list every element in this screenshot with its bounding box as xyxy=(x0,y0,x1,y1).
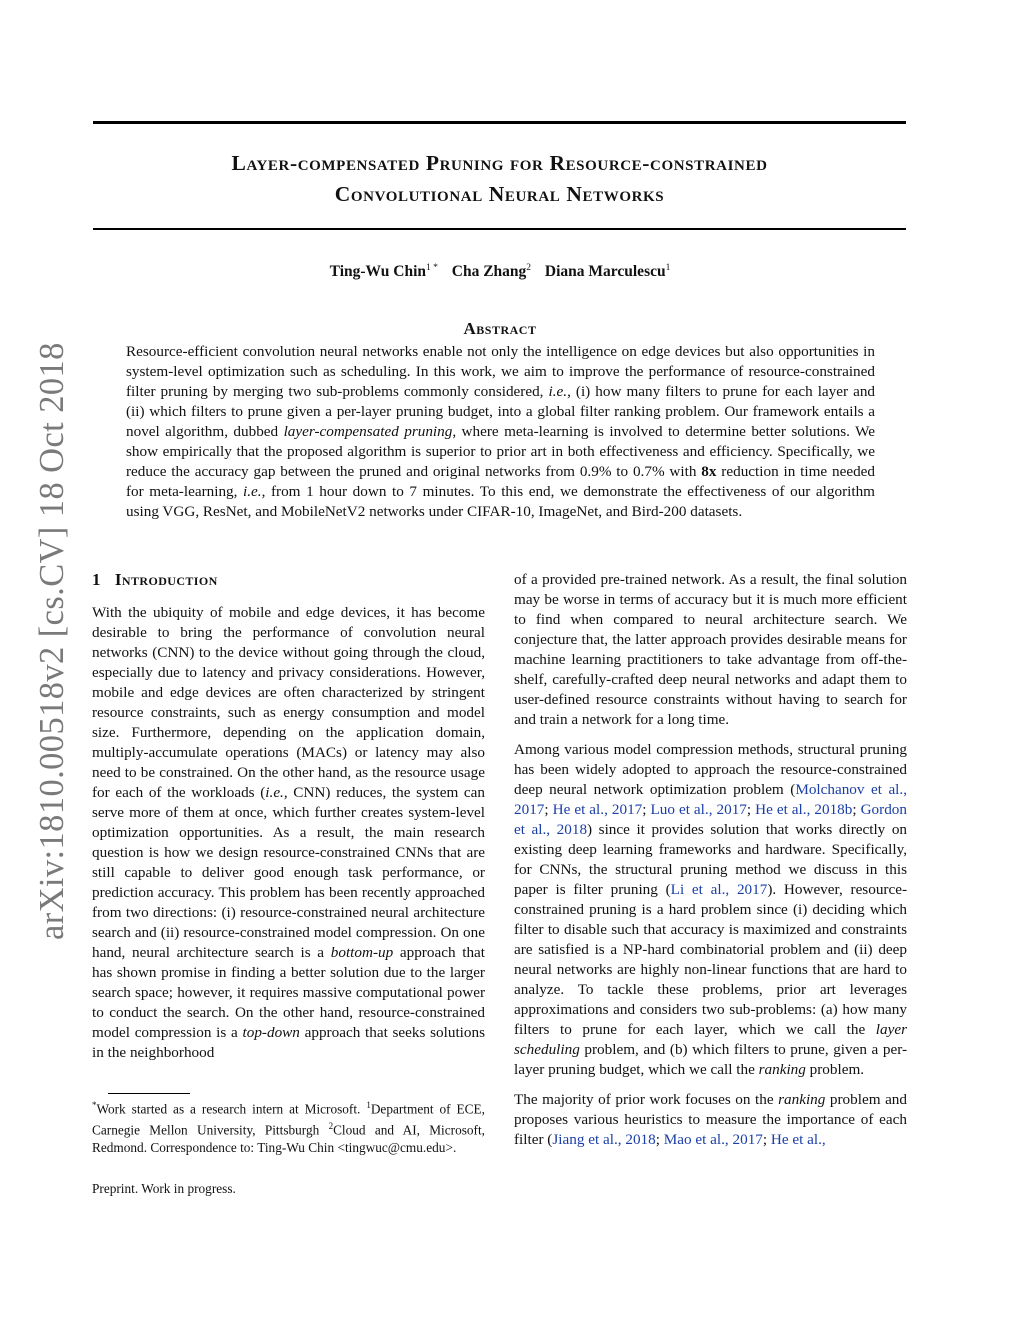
right-column xyxy=(514,570,907,1160)
title-line-2: Convolutional Neural Networks xyxy=(334,182,665,206)
title-top-rule xyxy=(93,121,906,124)
citation-link[interactable]: He et al., xyxy=(770,1131,826,1148)
intro-paragraph: of a provided pre-trained network. As a result, the final solution may be worse in terms of accuracy but it is much more efficient to find when compared to neural architecture search. We conjecture that, the latter approach provides desirable means for machine learning practitioners to take advantage from off-the-shelf, carefully-crafted deep neural networks and adapt them to user-defined resource constraints without having to search for and train a network for a long time. xyxy=(514,571,907,728)
citation-link[interactable]: Molchanov et al., 2017 xyxy=(514,781,907,818)
section-heading-introduction: 1 Introduction xyxy=(92,570,218,589)
abstract-heading: Abstract xyxy=(463,319,537,338)
abstract-body: Resource-efficient convolution neural networks enable not only the intelligence on edge devices but also opportunities in system-level optimization such as scheduling. In this work, we aim to improve the performance of resource-constrained filter pruning by merging two sub-problems commonly considered, i.e., (i) how many filters to prune for each layer and (ii) which filters to prune given a per-layer pruning budget, into a global filter ranking problem. Our framework entails a novel algorithm, dubbed layer-compensated pruning, where meta-learning is involved to determine better solutions. We show empirically that the proposed algorithm is superior to prior art in both effectiveness and efficiency. Specifically, we reduce the accuracy gap between the pruned and original networks from 0.9% to 0.7% with 8x reduction in time needed for meta-learning, i.e., from 1 hour down to 7 minutes. To this end, we demonstrate the effectiveness of our algorithm using VGG, ResNet, and MobileNetV2 networks under CIFAR-10, ImageNet, and Bird-200 datasets. xyxy=(126,343,876,520)
author: Cha Zhang$^2$ xyxy=(451,263,532,280)
intro-paragraph: Among various model compression methods, structural pruning has been widely adopted to approach the resource-constrained deep neural network optimization problem (Molchanov et al., 2017; He et al., 2017; Luo et al., 2017; He et al., 2018b; Gordon et al., 2018) since it provides solution that works directly on existing deep learning frameworks and hardware. Specifically, for CNNs, the structural pruning method we discuss in this paper is filter pruning (Li et al., 2017). However, resource-constrained pruning is a hard problem since (i) deciding which filter to disable such that accuracy is maximized and constraints are satisfied is a NP-hard combinatorial problem and (ii) deep neural networks are highly non-linear functions that are hard to analyze. To tackle these problems, prior art leverages approximations and considers two sub-problems: (a) how many filters to prune for each layer, which we call the layer scheduling problem, and (b) which filters to prune, given a per-layer pruning budget, which we call the ranking problem. xyxy=(514,741,908,1078)
footnote: *Work started as a research intern at Microsoft. $^1$Department of ECE, Carnegie Mellon University, Pittsburgh $^2$Cloud and AI, Microsoft, Redmond. Correspondence to: Ting-Wu Chin <tingwuc@cmu.edu>. xyxy=(92,1100,485,1155)
preprint-note: Preprint. Work in progress. xyxy=(92,1181,236,1196)
left-column xyxy=(92,603,485,1073)
citation-link[interactable]: Mao et al., 2017 xyxy=(663,1131,763,1148)
author: Ting-Wu Chin$^{1 *}$ xyxy=(329,263,438,280)
intro-paragraph: The majority of prior work focuses on the ranking problem and proposes various heuristics to measure the importance of each filter (Jiang et al., 2018; Mao et al., 2017; He et al., xyxy=(514,1091,907,1148)
citation-link[interactable]: Gordon et al., 2018 xyxy=(514,801,907,838)
citation-link[interactable]: He et al., 2017 xyxy=(552,801,643,818)
title-line-1: Layer-compensated Pruning for Resource-constrained xyxy=(231,151,768,175)
intro-paragraph: With the ubiquity of mobile and edge devices, it has become desirable to bring the performance of convolution neural networks (CNN) to the device without going through the cloud, especially due to latency and privacy considerations. However, mobile and edge devices are often characterized by stringent resource constraints, such as energy consumption and model size. Furthermore, depending on the application domain, multiply-accumulate operations (MACs) or latency may also need to be constrained. On the other hand, as the resource usage for each of the workloads (i.e., CNN) reduces, the system can serve more of them at once, which further creates system-level optimization opportunities. As a result, the main research question is how we design resource-constrained CNNs that are still capable to deliver good enough task performance, or prediction accuracy. This problem has been recently approached from two directions: (i) resource-constrained neural architecture search and (ii) resource-constrained model compression. On one hand, neural architecture search is a bottom-up approach that has shown promise in finding a better solution due to the larger search space; however, it requires massive computational power to conduct the search. On the other hand, resource-constrained model compression is a top-down approach that seeks solutions in the neighborhood xyxy=(92,604,485,1061)
citation-link[interactable]: Luo et al., 2017 xyxy=(650,801,747,818)
title-bottom-rule xyxy=(93,228,906,230)
citation-link[interactable]: Li et al., 2017 xyxy=(670,881,768,898)
arxiv-identifier: arXiv:1810.00518v2 [cs.CV] 18 Oct 2018 xyxy=(33,342,71,940)
author: Diana Marculescu$^1$ xyxy=(544,263,671,280)
author-list xyxy=(0,263,1000,281)
paper-title xyxy=(93,148,906,210)
citation-link[interactable]: He et al., 2018b xyxy=(755,801,853,818)
footnote-rule xyxy=(108,1093,190,1094)
citation-link[interactable]: Jiang et al., 2018 xyxy=(552,1131,656,1148)
